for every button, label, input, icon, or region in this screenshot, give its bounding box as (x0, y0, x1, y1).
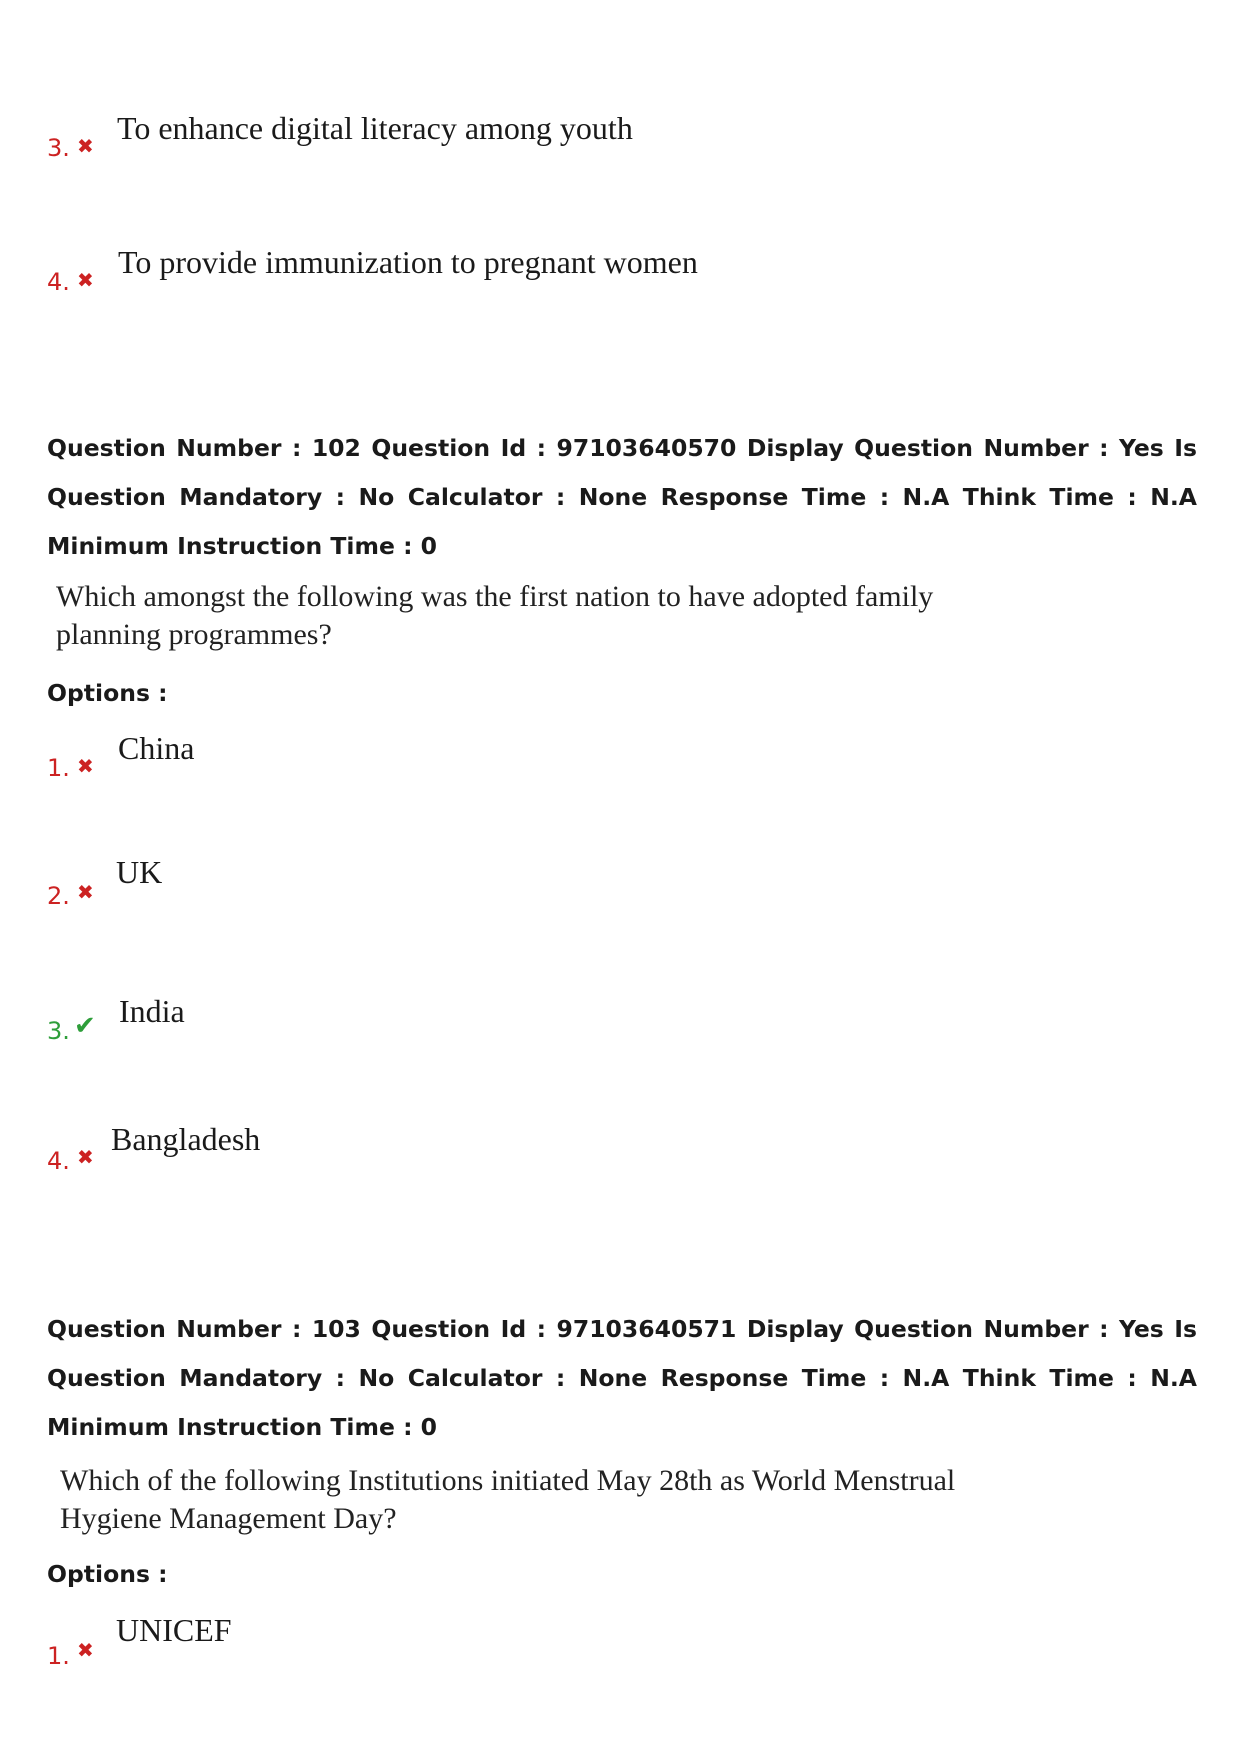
option-number: 2. (47, 882, 70, 910)
option-text: To enhance digital literacy among youth (117, 110, 633, 146)
cross-icon: ✖ (77, 754, 94, 778)
options-label: Options : (47, 1560, 168, 1588)
option-number: 1. (47, 1642, 70, 1670)
question-text: Which of the following Institutions initiated May 28th as World Menstrual Hygiene Management Day? (60, 1464, 956, 1535)
cross-icon: ✖ (77, 1638, 94, 1662)
check-icon: ✔ (74, 1011, 96, 1041)
option-number: 3. (47, 1017, 70, 1045)
question-meta: Question Number : 103 Question Id : 97103640571 Display Question Number : Yes Is Question Mandatory : No Calculator : None Response Time : N.A Think Time : N.A Minimum Instruction Time : 0 (47, 1315, 1197, 1441)
option-number: 4. (47, 268, 70, 296)
cross-icon: ✖ (77, 134, 94, 158)
cross-icon: ✖ (77, 1145, 94, 1169)
options-label: Options : (47, 679, 168, 707)
option-text: Bangladesh (111, 1121, 261, 1157)
option-number: 1. (47, 754, 70, 782)
option-text: To provide immunization to pregnant women (118, 244, 698, 280)
question-text: Which amongst the following was the first nation to have adopted family planning programmes? (56, 580, 934, 651)
question-meta: Question Number : 102 Question Id : 97103640570 Display Question Number : Yes Is Question Mandatory : No Calculator : None Response Time : N.A Think Time : N.A Minimum Instruction Time : 0 (47, 434, 1197, 560)
cross-icon: ✖ (77, 880, 94, 904)
option-text: UNICEF (116, 1612, 232, 1648)
option-number: 3. (47, 134, 70, 162)
option-text: China (118, 730, 195, 766)
option-text: India (119, 993, 185, 1029)
cross-icon: ✖ (77, 268, 94, 292)
option-number: 4. (47, 1147, 70, 1175)
option-text: UK (116, 854, 163, 890)
